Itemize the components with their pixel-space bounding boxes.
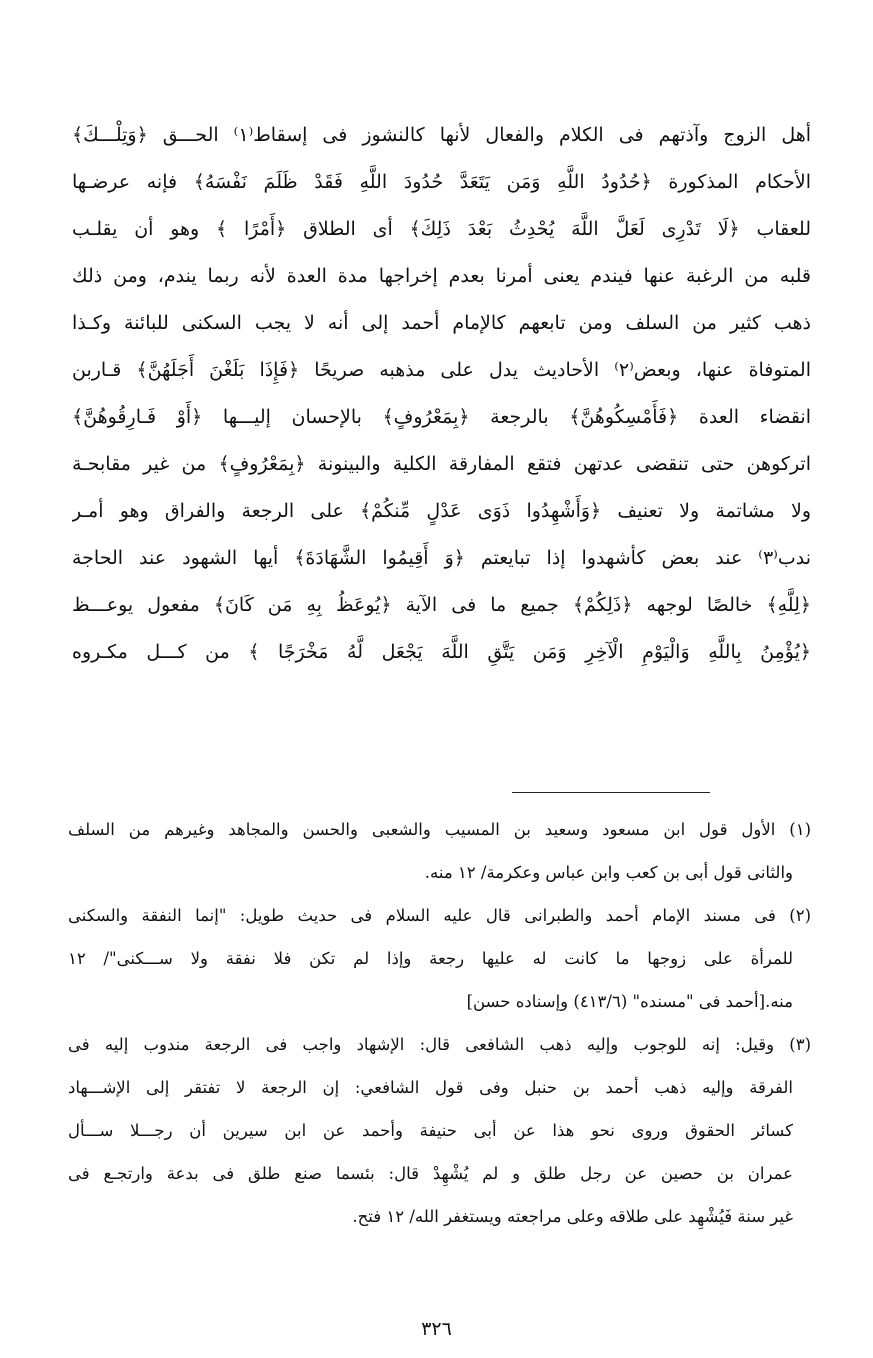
footnote-line: كسائر الحقوق وروى نحو هذا عن أبى حنيفة وأحمد عن ابن سيرين أن رجـــلا ســـأل [68, 1121, 793, 1140]
footnote-line: منه.[أحمد فى "مسنده" (٤١٣/٦) وإسناده حسن] [466, 992, 793, 1011]
footnote-line: والثانى قول أبى بن كعب وابن عباس وعكرمة/ ١٢ منه. [424, 863, 793, 882]
footnotes [68, 808, 811, 1238]
text-line: انقضاء العدة ﴿فَأَمْسِكُوهُنَّ﴾ بالرجعة ﴿بِمَعْرُوفٍ﴾ بالإحسان إليـــها ﴿أَوْ فَـارِقُوهُنَّ﴾ [72, 406, 811, 428]
footnote-separator [512, 792, 710, 793]
footnote-line: (١) الأول قول ابن مسعود وسعيد بن المسيب والشعبى والحسن والمجاهد وغيرهم من السلف [68, 820, 811, 839]
footnote-1 [68, 808, 811, 894]
text-line: ولا مشاتمة ولا تعنيف ﴿وَأَشْهِدُوا ذَوَى عَدْلٍ مِّنكُمْ﴾ على الرجعة والفراق وهو أمـر [72, 500, 811, 522]
text-line: المتوفاة عنها، وبعض⁽٢⁾ الأحاديث يدل على مذهبه صريحًا ﴿فَإِذَا بَلَغْنَ أَجَلَهُنَّ﴾ قـاربن [72, 359, 811, 381]
text-line: ﴿لِلَّهِ﴾ خالصًا لوجهه ﴿ذَلِكُمْ﴾ جميع ما فى الآية ﴿يُوعَظُ بِهِ مَن كَانَ﴾ مفعول يوعـــظ [72, 594, 811, 616]
text-line: للعقاب ﴿لَا تَدْرِى لَعَلَّ اللَّهَ يُحْدِثُ بَعْدَ ذَلِكَ﴾ أى الطلاق ﴿أَمْرًا ﴾ وهو أن يقلـب [72, 218, 811, 240]
footnote-line: عمران بن حصين عن رجل طلق و لم يُشْهِدْ قال: بئسما صنع طلق فى بدعة وارتجـع فى [68, 1164, 793, 1183]
main-text [72, 112, 811, 676]
footnote-line: للمرأة على زوجها ما كانت له عليها رجعة وإذا لم تكن فلا نفقة ولا ســـكنى"/ ١٢ [68, 949, 793, 968]
text-line: ﴿يُؤْمِنُ بِاللَّهِ وَالْيَوْمِ الْآخِرِ وَمَن يَتَّقِ اللَّهَ يَجْعَل لَّهُ مَخْرَجًا ﴾ من كـــل مكـروه [72, 641, 811, 663]
footnote-line: (٢) فى مسند الإمام أحمد والطبرانى قال عليه السلام فى حديث طويل: "إنما النفقة والسكنى [68, 906, 811, 925]
footnote-line: (٣) وقيل: إنه للوجوب وإليه ذهب الشافعى قال: الإشهاد واجب فى الرجعة مندوب إليه فى [68, 1035, 811, 1054]
text-line: قلبه من الرغبة عنها فيندم يعنى أمرنا بعدم إخراجها مدة العدة لأنه ربما يندم، ومن ذلك [72, 265, 811, 287]
footnote-2 [68, 894, 811, 1023]
text-line: ندب⁽٣⁾ عند بعض كأشهدوا إذا تبايعتم ﴿وَ أَقِيمُوا الشَّهَادَةَ﴾ أيها الشهود عند الحاجة [72, 547, 811, 569]
footnote-line: غير سنة فَيُشْهِد على طلاقه وعلى مراجعته ويستغفر الله/ ١٢ فتح. [352, 1207, 793, 1226]
text-line: ذهب كثير من السلف ومن تابعهم كالإمام أحمد إلى أنه لا يجب السكنى للبائنة وكـذا [72, 312, 811, 334]
text-line: الأحكام المذكورة ﴿حُدُودُ اللَّهِ وَمَن يَتَعَدَّ حُدُودَ اللَّهِ فَقَدْ ظَلَمَ نَفْسَهُ﴾ فإنه عرضـها [72, 171, 811, 193]
footnote-3 [68, 1023, 811, 1238]
text-line: اتركوهن حتى تنقضى عدتهن فتقع المفارقة الكلية والبينونة ﴿بِمَعْرُوفٍ﴾ من غير مقابحـة [72, 453, 811, 475]
text-line: أهل الزوج وآذتهم فى الكلام والفعال لأنها كالنشوز فى إسقاط⁽١⁾ الحـــق ﴿وَتِلْـــكَ﴾ [72, 124, 811, 146]
footnote-line: الفرقة وإليه ذهب أحمد بن حنبل وفى قول الشافعي: إن الرجعة لا تفتقر إلى الإشـــهاد [68, 1078, 793, 1097]
page-number: ٣٢٦ [421, 1318, 452, 1340]
